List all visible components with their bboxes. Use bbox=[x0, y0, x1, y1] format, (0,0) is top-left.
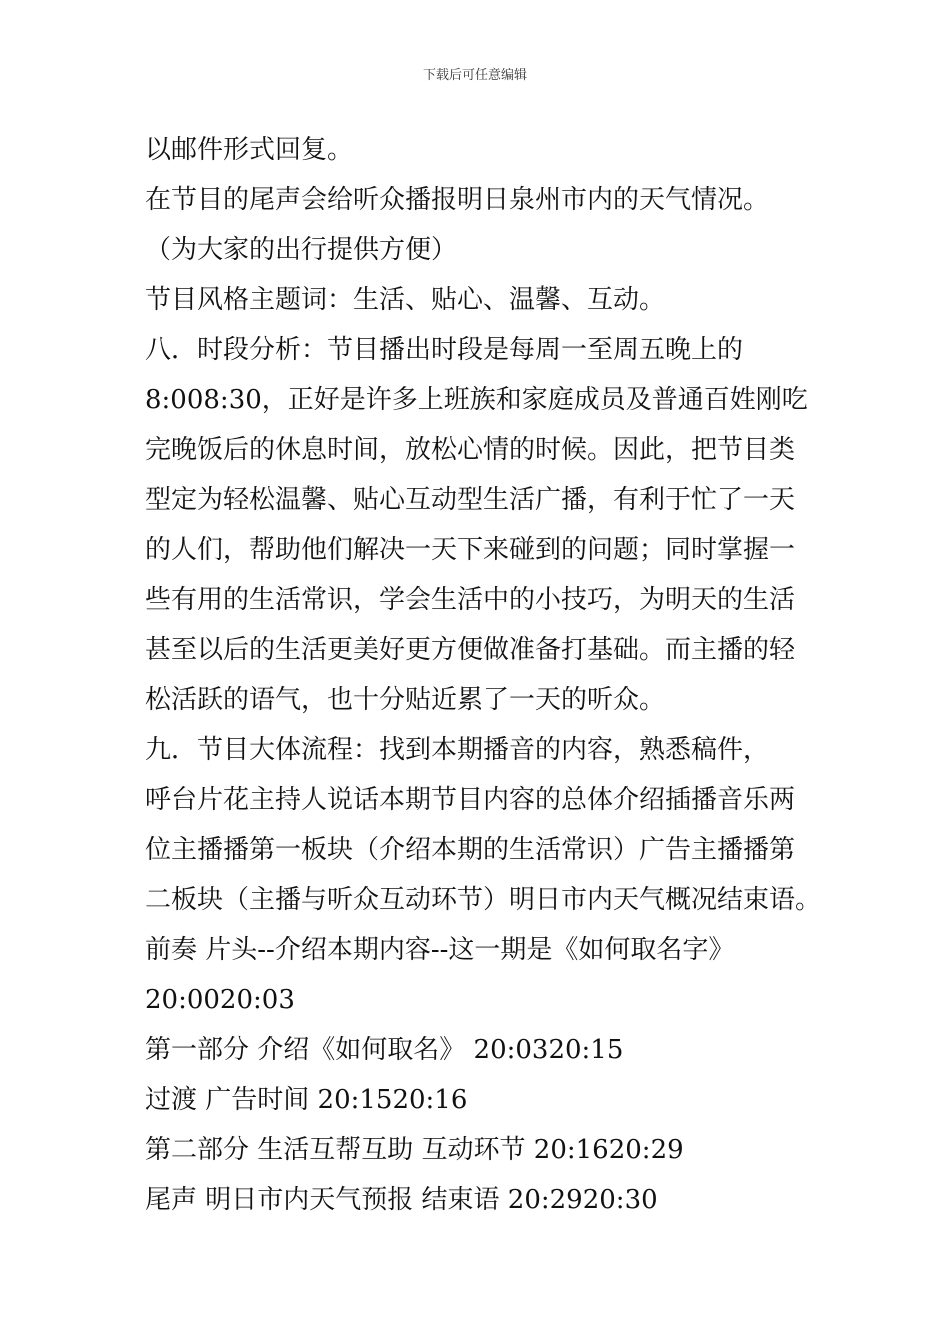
text-line: 8:008:30，正好是许多上班族和家庭成员及普通百姓刚吃 bbox=[145, 385, 808, 415]
text-line: 型定为轻松温馨、贴心互动型生活广播，有利于忙了一天 bbox=[145, 485, 796, 515]
text-line: 八．时段分析：节目播出时段是每周一至周五晚上的 bbox=[145, 335, 744, 365]
text-line: 甚至以后的生活更美好更方便做准备打基础。而主播的轻 bbox=[145, 635, 796, 665]
text-line: 的人们，帮助他们解决一天下来碰到的问题；同时掌握一 bbox=[145, 535, 796, 565]
text-line: 前奏 片头--介绍本期内容--这一期是《如何取名字》 bbox=[145, 935, 735, 965]
text-line: 20:0020:03 bbox=[145, 985, 295, 1015]
text-line: 完晚饭后的休息时间，放松心情的时候。因此，把节目类 bbox=[145, 435, 796, 465]
text-line: 二板块（主播与听众互动环节）明日市内天气概况结束语。 bbox=[145, 885, 822, 915]
text-line: 过渡 广告时间 20:1520:16 bbox=[145, 1085, 468, 1115]
text-line: 位主播播第一板块（介绍本期的生活常识）广告主播播第 bbox=[145, 835, 796, 865]
text-line: 节目风格主题词：生活、贴心、温馨、互动。 bbox=[145, 285, 666, 315]
text-line: 在节目的尾声会给听众播报明日泉州市内的天气情况。 bbox=[145, 185, 770, 215]
text-line: 以邮件形式回复。 bbox=[145, 135, 354, 165]
text-line: 些有用的生活常识，学会生活中的小技巧，为明天的生活 bbox=[145, 585, 796, 615]
page-header: 下载后可任意编辑 bbox=[422, 68, 527, 83]
text-line: 松活跃的语气，也十分贴近累了一天的听众。 bbox=[145, 685, 666, 715]
text-line: 尾声 明日市内天气预报 结束语 20:2920:30 bbox=[145, 1185, 658, 1215]
text-line: （为大家的出行提供方便） bbox=[145, 235, 458, 265]
text-line: 呼台片花主持人说话本期节目内容的总体介绍插播音乐两 bbox=[145, 785, 796, 815]
text-line: 九．节目大体流程：找到本期播音的内容，熟悉稿件， bbox=[145, 735, 770, 765]
text-line: 第一部分 介绍《如何取名》 20:0320:15 bbox=[145, 1035, 624, 1065]
text-line: 第二部分 生活互帮互助 互动环节 20:1620:29 bbox=[145, 1135, 684, 1165]
